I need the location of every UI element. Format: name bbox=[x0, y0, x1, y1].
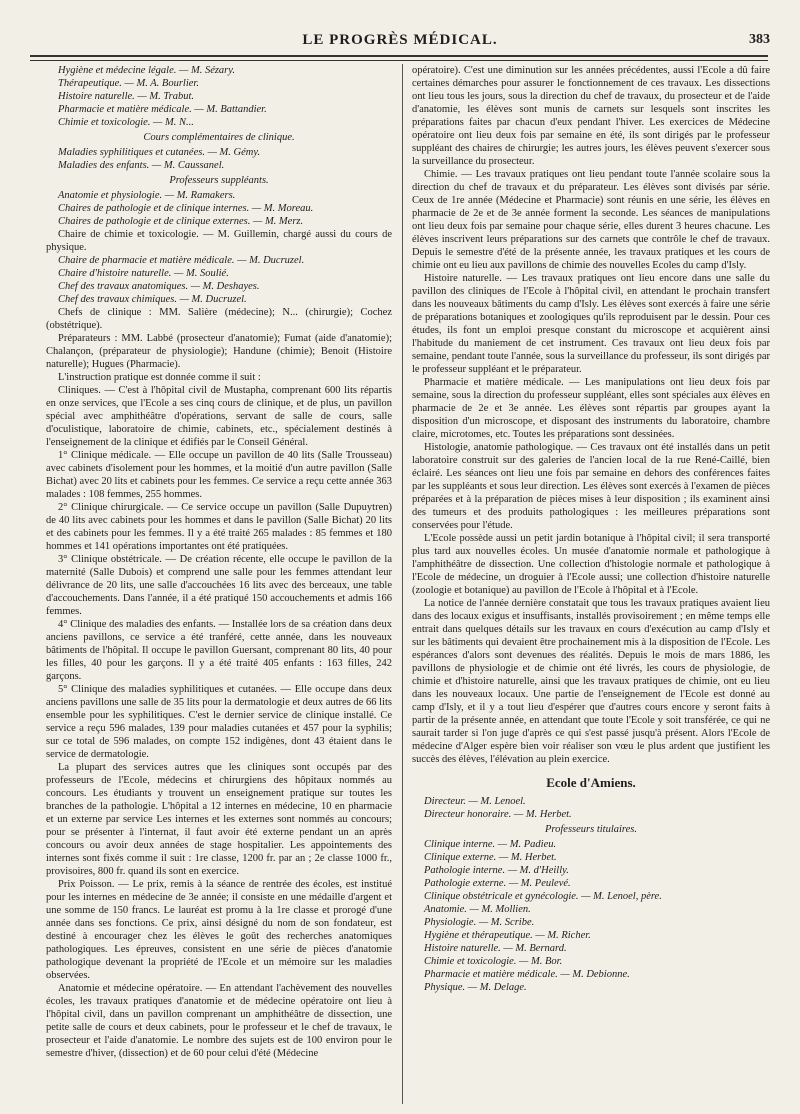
header-rule-thick bbox=[30, 55, 768, 57]
staff-line: Pathologie interne. — M. d'Heilly. bbox=[424, 865, 569, 876]
body-paragraph: 5° Clinique des maladies syphilitiques et cutanées. — Elle occupe dans deux anciens pavillons une salle de 35 lits pour la dermatologie et deux autres de 66 lits ensemble pour les syphilitiques. C'est le dernier service de clinique installé. Ce service a reçu 596 malades, 139 pour maladies cutanées et 457 pour la syphilis; sur ce total de 596 malades, on compte 152 indigènes, dont 43 étaient dans le service de dermatologie. bbox=[46, 684, 392, 760]
staff-line: Chaire de pharmacie et matière médicale. — M. Ducruzel. bbox=[58, 255, 305, 266]
section-heading: Cours complémentaires de clinique. bbox=[143, 132, 295, 143]
header-rule-thin bbox=[30, 60, 768, 61]
journal-title: LE PROGRÈS MÉDICAL. bbox=[302, 32, 498, 48]
staff-line: Maladies syphilitiques et cutanées. — M. Gémy. bbox=[58, 147, 261, 158]
section-heading: Professeurs suppléants. bbox=[169, 175, 269, 186]
school-title: Ecole d'Amiens. bbox=[546, 775, 636, 790]
body-paragraph: L'Ecole possède aussi un petit jardin botanique à l'hôpital civil; il sera transporté plus tard aux nouvelles écoles. Un musée d'anatomie normale et pathologique à l'amphithéâtre de dissection. Une collection d'histologie normale et pathologique à l'Ecole de médecine, un droguier à l'Ecole aussi; une collection d'histoire naturelle (zoologie et botanique) au pavillon de l'Ecole à l'hôpital et à l'Ecole. bbox=[412, 533, 770, 596]
body-paragraph: Cliniques. — C'est à l'hôpital civil de Mustapha, comprenant 600 lits répartis en onze services, que l'Ecole a ses cinq cours de clinique, et de plus, un pavillon spécial avec amphithéâtre d'opérations, servant de salle de cours, salle d'oculistique, laboratoire de chimie, cabinets, etc., spécialement destinés à l'enseignement de la clinique et édifiés par le Conseil Général. bbox=[46, 385, 392, 448]
staff-line: Chef des travaux anatomiques. — M. Deshayes. bbox=[58, 281, 260, 292]
body-paragraph: 2° Clinique chirurgicale. — Ce service occupe un pavillon (Salle Dupuytren) de 40 lits avec cabinets pour les hommes et dans le pavillon (Salle Bichat) 20 lits et des cabinets pour les femmes. Il y a été traité 265 malades : 85 femmes et 180 hommes et 141 opérations importantes ont été pratiquées. bbox=[46, 502, 392, 552]
staff-line: Clinique interne. — M. Padieu. bbox=[424, 839, 557, 850]
body-paragraph: Anatomie et médecine opératoire. — En attendant l'achèvement des nouvelles écoles, les travaux pratiques d'anatomie et de médecine opératoire ont lieu à l'hôpital civil, dans un pavillon comprenant un amphithéâtre de dissection, une petite salle de cours et deux cabinets, pour le professeur et le chef de travaux, le prosecteur et l'aide d'anatomie. Le nombre des sujets est de 100 environ pour le semestre d'hiver, (dissection) et de 60 pour celui d'été (Médecine bbox=[46, 983, 392, 1059]
staff-line: Préparateurs : MM. Labbé (prosecteur d'anatomie); Fumat (aide d'anatomie); Chalançon, (préparateur de physiologie); Handune (chimie); Benoit (Histoire naturelle); Hugues (Pharmacie). bbox=[46, 333, 392, 370]
staff-line: Histoire naturelle. — M. Bernard. bbox=[424, 943, 567, 954]
body-paragraph: Pharmacie et matière médicale. — Les manipulations ont lieu deux fois par semaine, sous la direction du professeur suppléant, elles sont spéciales aux élèves en pharmacie de 2e et 3e année. Les élèves sont répartis par groupes ayant la disposition d'un microscope, et disposant des instruments du laboratoire, chambre claire, microtomes, etc. Toutes les préparations sont dessinées. bbox=[412, 377, 770, 440]
staff-line: Pharmacie et matière médicale. — M. Battandier. bbox=[58, 104, 267, 115]
staff-line: Pathologie externe. — M. Peulevé. bbox=[424, 878, 571, 889]
body-paragraph: La notice de l'année dernière constatait que tous les travaux pratiques avaient lieu dans des locaux exigus et insuffisants, installés provisoirement ; en même temps elle entrait dans quelques détails sur les travaux en cours d'exécution au camp d'Isly et sur les bâtiments qui devaient être prochainement mis à la disposition de l'Ecole. Les espérances d'alors sont devenues des réalités. Depuis le mois de mars 1886, les pavillons de physiologie et de chimie ont été livrés, les cours de physiologie, de chimie et d'histoire naturelle, ainsi que les travaux pratiques de chimie, ont eu lieu dans les nouveaux locaux. Une partie de l'enseignement de l'Ecole est donné au camp d'Isly, et il y a tout lieu d'espérer que d'autres cours encore y seront faits à partir de la présente année, en attendant que toute l'Ecole y soit transférée, ce qui ne saurait tarder si l'on juge d'après ce qui s'est passé jusqu'à présent. Alors l'Ecole de médecine d'Alger espère bien voir réaliser son vœu le plus ardent que justifient les succès des élèves, l'élévation au plein exercice. bbox=[412, 598, 770, 765]
staff-line: Clinique obstétricale et gynécologie. — M. Lenoel, père. bbox=[424, 891, 662, 902]
column-divider bbox=[402, 64, 403, 1104]
staff-line: Chaires de pathologie et de clinique internes. — M. Moreau. bbox=[58, 203, 314, 214]
body-paragraph: L'instruction pratique est donnée comme il suit : bbox=[58, 372, 261, 383]
body-paragraph: 3° Clinique obstétricale. — De création récente, elle occupe le pavillon de la maternité (Salle Dubois) et comprend une salle pour les femmes attendant leur délivrance de 20 lits, une salle d'accouchées 16 lits avec des berceaux, une table d'accouchements. Dans l'année, il a été pratiqué 150 accouchements et admis 166 femmes. bbox=[46, 554, 392, 617]
staff-line: Maladies des enfants. — M. Caussanel. bbox=[58, 160, 225, 171]
body-paragraph: Histologie, anatomie pathologique. — Ces travaux ont été installés dans un petit laboratoire construit sur des galeries de l'ancien local de la rue René-Caillé, bien éclairé. Les séances ont lieu une fois par semaine en dehors des conférences faites par les suppléants et sous leur direction. Les élèves sont exercés à l'examen de pièces préparées et à la préparation de pièces mises à leur disposition ; ils examinent ainsi des tumeurs et des produits pathologiques : les meilleures préparations sont conservées pour l'étude. bbox=[412, 442, 770, 531]
staff-line: Chef des travaux chimiques. — M. Ducruzel. bbox=[58, 294, 247, 305]
staff-line: Physique. — M. Delage. bbox=[424, 982, 527, 993]
body-paragraph: Prix Poisson. — Le prix, remis à la séance de rentrée des écoles, est institué pour les internes en médecine de 3e année; il consiste en une médaille d'argent et une somme de 150 francs. Le lauréat est promu à la 1re classe et prorogé d'une année dans ses fonctions. Ce prix, ainsi désigné du nom de son fondateur, est destiné à encourager chez les élèves le goût des recherches anatomiques pathologiques. Les épreuves, consistent en une série de pièces d'anatomie pathologique devenant la propriété de l'Ecole et un mémoire sur les maladies observées. bbox=[46, 879, 392, 981]
body-paragraph: 4° Clinique des maladies des enfants. — Installée lors de sa création dans deux anciens pavillons, ce service a été tranféré, cette année, dans les nouveaux bâtiments de l'hôpital. Il occupe le pavillon Guersant, comprenant 80 lits, 40 pour les filles, 40 pour les garçons. Il y a été traité 405 enfants : 163 filles, 242 garçons. bbox=[46, 619, 392, 682]
staff-line: Physiologie. — M. Scribe. bbox=[424, 917, 535, 928]
page-header bbox=[30, 32, 770, 54]
left-column bbox=[46, 64, 392, 1110]
right-column bbox=[412, 64, 770, 1110]
staff-line: Chimie et toxicologie. — M. Bor. bbox=[424, 956, 563, 967]
staff-line: Anatomie et physiologie. — M. Ramakers. bbox=[58, 190, 236, 201]
body-paragraph: opératoire). C'est une diminution sur les années précédentes, aussi l'Ecole a dû faire certaines démarches pour assurer le fonctionnement de ces travaux. Les dissections ont lieu tous les jours, sous la direction du chef de travaux, du prosecteur et de l'aide d'anatomie, les élèves sont munis de carnets sur lesquels sont inscrites les préparations faites par chacun d'eux pendant l'hiver. Les exercices de Médecine opératoire ont lieu deux fois par semaine en été, ils sont dirigés par le professeur suppléant des chaires de chirurgie; les autres jours, les élèves peuvent s'exercer sous la surveillance du prosecteur. bbox=[412, 65, 770, 167]
section-heading: Professeurs titulaires. bbox=[545, 824, 637, 835]
staff-line: Chaires de pathologie et de clinique externes. — M. Merz. bbox=[58, 216, 304, 227]
staff-line: Anatomie. — M. Mollien. bbox=[424, 904, 531, 915]
staff-line: Directeur honoraire. — M. Herbet. bbox=[424, 809, 572, 820]
page-number: 383 bbox=[749, 32, 770, 47]
body-paragraph: Histoire naturelle. — Les travaux pratiques ont lieu encore dans une salle du pavillon des cliniques de l'Ecole à l'hôpital civil, en attendant le prochain transfert dans les nouveaux bâtiments du camp d'Isly. Les élèves sont exercés à faire une série de préparations botaniques et zoologiques qu'ils reproduisent par le dessin. Pour ces études, ils font un emploi presque constant du microscope et acquièrent ainsi l'habitude du maniement de cet instrument. Ces travaux ont lieu deux fois par semaine, pendant toute l'année, sous la surveillance du professeur, ils sont dirigés par le professeur suppléant et le préparateur. bbox=[412, 273, 770, 375]
staff-line: Thérapeutique. — M. A. Bourlier. bbox=[58, 78, 199, 89]
staff-line: Histoire naturelle. — M. Trabut. bbox=[58, 91, 195, 102]
staff-line: Hygiène et thérapeutique. — M. Richer. bbox=[424, 930, 591, 941]
body-paragraph: 1° Clinique médicale. — Elle occupe un pavillon de 40 lits (Salle Trousseau) avec cabinets d'isolement pour les hommes, et la moitié d'un autre pavillon (Salle Bichat) avec 20 lits et cabinets pour les femmes. Ce service a reçu cette année 363 malades : 108 femmes, 255 hommes. bbox=[46, 450, 392, 500]
staff-line: Chaire de chimie et toxicologie. — M. Guillemin, chargé aussi du cours de physique. bbox=[46, 229, 392, 253]
staff-line: Chefs de clinique : MM. Salière (médecine); N... (chirurgie); Cochez (obstétrique). bbox=[46, 307, 392, 331]
staff-line: Pharmacie et matière médicale. — M. Debionne. bbox=[424, 969, 630, 980]
body-paragraph: La plupart des services autres que les cliniques sont occupés par des professeurs de l'Ecole, médecins et chirurgiens des hôpitaux nommés au concours. Les étudiants y trouvent un enseignement pratique sur toutes les branches de la pathologie. L'hôpital a 12 internes en médecine, 10 en pharmacie et un externe par service Les internes et les externes sont nommés au concours; pour se présenter à l'internat, il faut avoir été externe pendant un an après concours ou avoir deux années de stage hospitalier. Les appointements des internes sont fixés comme il suit : 1re classe, 1200 fr. par an ; 2e classe 1000 fr., provisoires, 800 fr. quand ils sont en exercice. bbox=[46, 762, 392, 877]
body-paragraph: Chimie. — Les travaux pratiques ont lieu pendant toute l'année scolaire sous la direction du chef de travaux et du préparateur. Les élèves sont divisés par série. Ceux de 1re année (Médecine et Pharmacie) sont réunis en une série, les élèves en pharmacie de 2e et de 3e année forment la seconde. Les séances de manipulations ont lieu deux fois par semaine pour chaque série, elles durent 3 heures chacune. Les élèves inscrivent leurs préparations sur des carnets que contrôle le chef de travaux. Depuis le semestre d'été de la présente année, les travaux pratiques et les cours de chimie ont eu lieu aux pavillons de chimie des nouvelles Ecoles du camp d'Isly. bbox=[412, 169, 770, 271]
staff-line: Chimie et toxicologie. — M. N... bbox=[58, 117, 194, 128]
staff-line: Hygiène et médecine légale. — M. Sézary. bbox=[58, 65, 235, 76]
staff-line: Clinique externe. — M. Herbet. bbox=[424, 852, 557, 863]
staff-line: Directeur. — M. Lenoel. bbox=[424, 796, 526, 807]
staff-line: Chaire d'histoire naturelle. — M. Soulié. bbox=[58, 268, 229, 279]
